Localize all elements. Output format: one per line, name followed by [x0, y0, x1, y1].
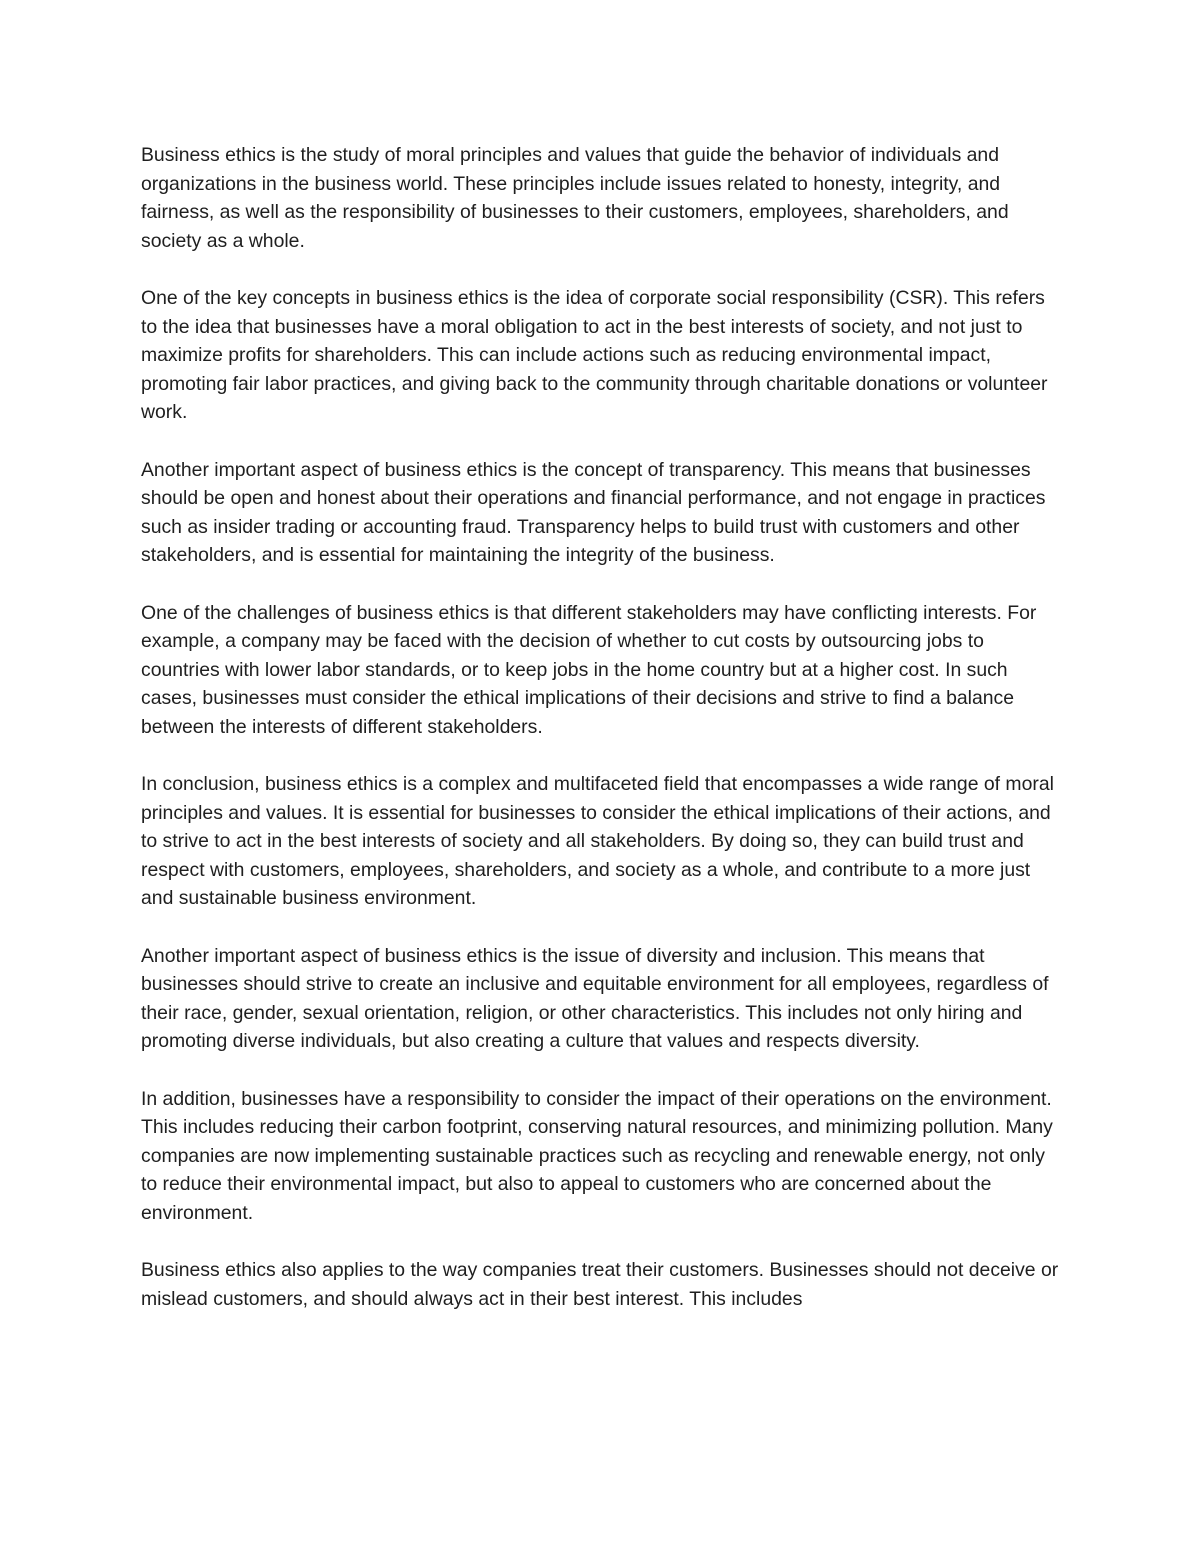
paragraph-3: Another important aspect of business ethics is the concept of transparency. This means that businesses should be open and honest about their operations and financial performance, and not engage in practices such as insider trading or accounting fraud. Transparency helps to build trust with customers and other stakeholders, and is essential for maintaining the integrity of the business. — [141, 458, 1046, 566]
paragraph-1: Business ethics is the study of moral principles and values that guide the behavior of individuals and organizations in the business world. These principles include issues related to honesty, integrity, and fairness, as well as the responsibility of businesses to their customers, employees, shareholders, and society as a whole. — [141, 144, 1009, 252]
paragraph-7: In addition, businesses have a responsibility to consider the impact of their operations on the environment. This includes reducing their carbon footprint, conserving natural resources, and minimizing pollution. Many companies are now implementing sustainable practices such as recycling and renewable energy, not only to reduce their environmental impact, but also to appeal to customers who are concerned about the environment. — [141, 1087, 1053, 1224]
document-body — [141, 141, 1061, 1313]
paragraph-8: Business ethics also applies to the way companies treat their customers. Businesses should not deceive or mislead customers, and should always act in their best interest. This includes — [141, 1259, 1059, 1310]
paragraph-4: One of the challenges of business ethics is that different stakeholders may have conflicting interests. For example, a company may be faced with the decision of whether to cut costs by outsourcing jobs to countries with lower labor standards, or to keep jobs in the home country but at a higher cost. In such cases, businesses must consider the ethical implications of their decisions and strive to find a balance between the interests of different stakeholders. — [141, 601, 1037, 738]
paragraph-2: One of the key concepts in business ethics is the idea of corporate social responsibility (CSR). This refers to the idea that businesses have a moral obligation to act in the best interests of society, and not just to maximize profits for shareholders. This can include actions such as reducing environmental impact, promoting fair labor practices, and giving back to the community through charitable donations or volunteer work. — [141, 287, 1048, 423]
paragraph-6: Another important aspect of business ethics is the issue of diversity and inclusion. This means that businesses should strive to create an inclusive and equitable environment for all employees, regardless of their race, gender, sexual orientation, religion, or other characteristics. This includes not only hiring and promoting diverse individuals, but also creating a culture that values and respects diversity. — [141, 944, 1049, 1052]
paragraph-5: In conclusion, business ethics is a complex and multifaceted field that encompasses a wide range of moral principles and values. It is essential for businesses to consider the ethical implications of their actions, and to strive to act in the best interests of society and all stakeholders. By doing so, they can build trust and respect with customers, employees, shareholders, and society as a whole, and contribute to a more just and sustainable business environment. — [141, 773, 1054, 909]
